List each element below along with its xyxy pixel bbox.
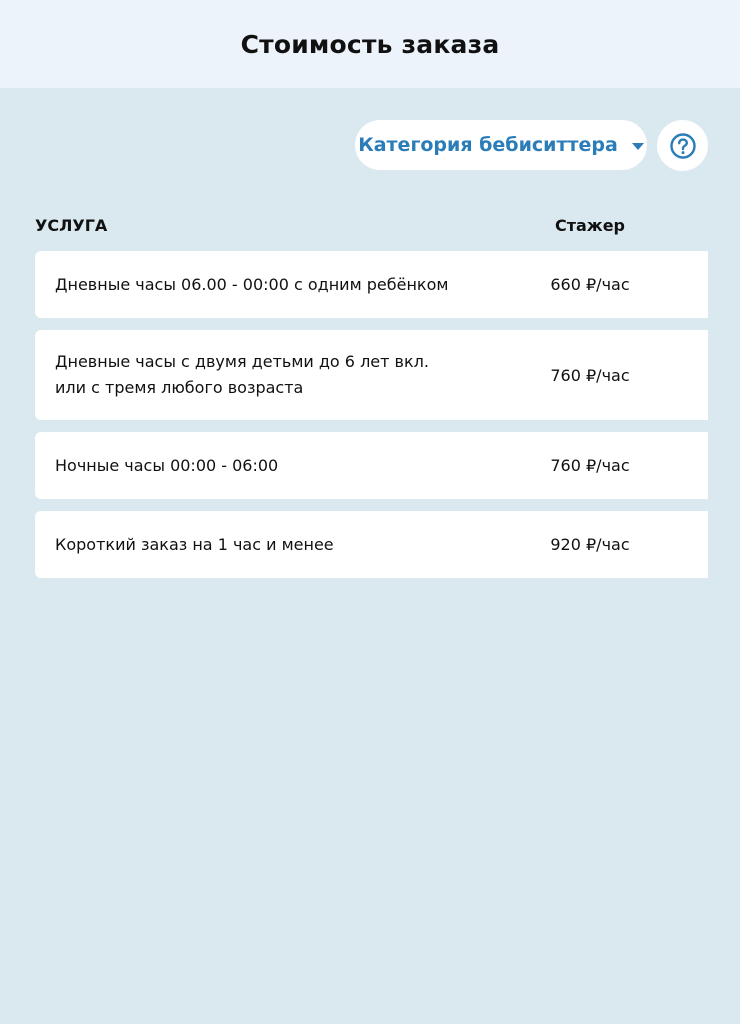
service-price: 920 ₽/час bbox=[550, 535, 630, 554]
help-button[interactable] bbox=[657, 120, 708, 171]
category-dropdown-button[interactable] bbox=[355, 120, 647, 170]
service-name: Ночные часы 00:00 - 06:00 bbox=[55, 455, 279, 475]
service-price: 760 ₽/час bbox=[550, 365, 630, 385]
table-row bbox=[35, 330, 708, 420]
page-title: Стоимость заказа bbox=[240, 29, 500, 59]
table-row bbox=[35, 511, 708, 578]
category-dropdown-label: Категория бебиситтера bbox=[358, 134, 618, 156]
column-header-price: Стажер bbox=[554, 216, 626, 235]
service-name: Дневные часы 06.00 - 00:00 с одним ребёнком bbox=[55, 274, 449, 294]
service-price: 660 ₽/час bbox=[550, 275, 630, 294]
column-header-service: УСЛУГА bbox=[35, 216, 108, 235]
table-row bbox=[35, 251, 708, 318]
service-name: Короткий заказ на 1 час и менее bbox=[55, 534, 334, 554]
chevron-down-icon bbox=[632, 143, 644, 150]
service-name: Дневные часы с двумя детьми до 6 лет вкл. или с тремя любого возраста bbox=[55, 352, 429, 397]
header-bar bbox=[0, 0, 740, 88]
question-circle-icon bbox=[669, 132, 697, 160]
table-row bbox=[35, 432, 708, 499]
service-price: 760 ₽/час bbox=[550, 456, 630, 475]
